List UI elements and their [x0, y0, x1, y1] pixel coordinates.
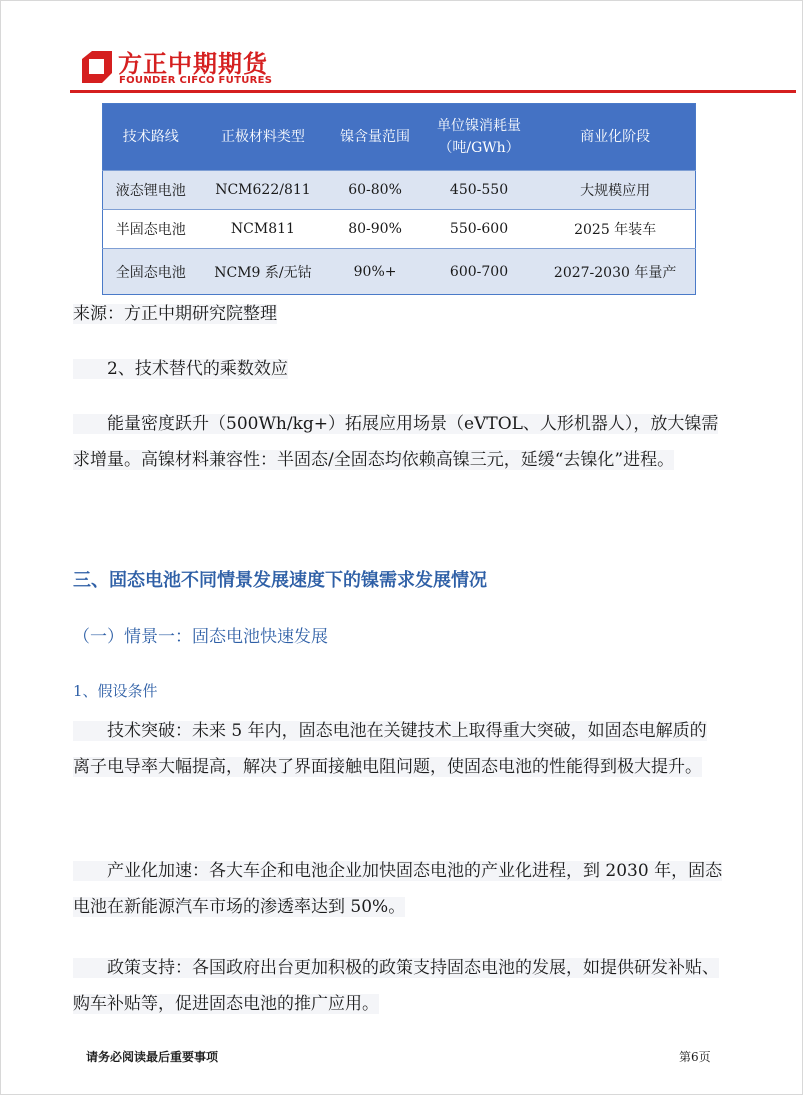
table-cell: 2025 年装车: [535, 210, 695, 249]
header-line: 单位镍消耗量: [437, 118, 522, 134]
paragraph-industrialization: [73, 853, 723, 925]
table-row: [103, 210, 696, 249]
paragraph-text: 产业化加速：各大车企和电池企业加快固态电池的产业化进程，到 2030 年，固态电池在新能源汽车市场的渗透率达到 50%。: [73, 861, 723, 917]
paragraph-text: 政策支持：各国政府出台更加积极的政策支持固态电池的发展，如提供研发补贴、购车补贴等，促进固态电池的推广应用。: [73, 958, 719, 1014]
table-row: [103, 171, 696, 210]
page-number: 第6页: [679, 1050, 711, 1064]
founder-logo-icon: [78, 49, 114, 85]
table-cell: 600-700: [423, 249, 536, 295]
table-cell: 半固态电池: [103, 210, 199, 249]
paragraph-tech-breakthrough: [73, 713, 723, 785]
sub-heading-2: [73, 351, 723, 387]
table-cell: NCM9 系/无钴: [199, 249, 328, 295]
table-cell: 全固态电池: [103, 249, 199, 295]
footer-notice: 请务必阅读最后重要事项: [86, 1050, 219, 1064]
paragraph-text: 能量密度跃升（500Wh/kg+）拓展应用场景（eVTOL、人形机器人），放大镍需求增量。高镍材料兼容性：半固态/全固态均依赖高镍三元，延缓“去镍化”进程。: [73, 414, 719, 470]
brand-name-en: FOUNDER CIFCO FUTURES: [119, 75, 273, 86]
header-line: （吨/GWh）: [438, 140, 520, 156]
paragraph-policy-support: [73, 950, 723, 1022]
paragraph-text: 技术突破：未来 5 年内，固态电池在关键技术上取得重大突破，如固态电解质的离子电导率大幅提高，解决了界面接触电阻问题，使固态电池的性能得到极大提升。: [73, 721, 707, 777]
header-rule: [70, 90, 796, 93]
table-header-cell: 商业化阶段: [535, 104, 695, 171]
brand-name-cn: 方正中期期货: [118, 50, 268, 78]
paragraph-energy-density: [73, 406, 723, 478]
table-source: [73, 296, 723, 332]
table-cell: 大规模应用: [535, 171, 695, 210]
table-cell: 550-600: [423, 210, 536, 249]
section-heading: 三、固态电池不同情景发展速度下的镍需求发展情况: [73, 570, 487, 591]
table-header-cell: [423, 104, 536, 171]
source-text: 来源：方正中期研究院整理: [73, 304, 277, 324]
table-cell: NCM811: [199, 210, 328, 249]
table-header-row: [103, 104, 696, 171]
table-cell: 液态锂电池: [103, 171, 199, 210]
table-cell: 450-550: [423, 171, 536, 210]
scenario-heading: （一）情景一：固态电池快速发展: [73, 627, 328, 647]
table-cell: 60-80%: [327, 171, 422, 210]
table-row: [103, 249, 696, 295]
table-cell: 80-90%: [327, 210, 422, 249]
table-cell: NCM622/811: [199, 171, 328, 210]
table-cell: 90%+: [327, 249, 422, 295]
table-header-cell: 正极材料类型: [199, 104, 328, 171]
table-cell: 2027-2030 年量产: [535, 249, 695, 295]
assumptions-heading: 1、假设条件: [73, 682, 158, 700]
sub-heading-2-text: 2、技术替代的乘数效应: [107, 359, 288, 379]
nickel-demand-table: [102, 103, 696, 295]
table-header-cell: 技术路线: [103, 104, 199, 171]
table-header-cell: 镍含量范围: [327, 104, 422, 171]
